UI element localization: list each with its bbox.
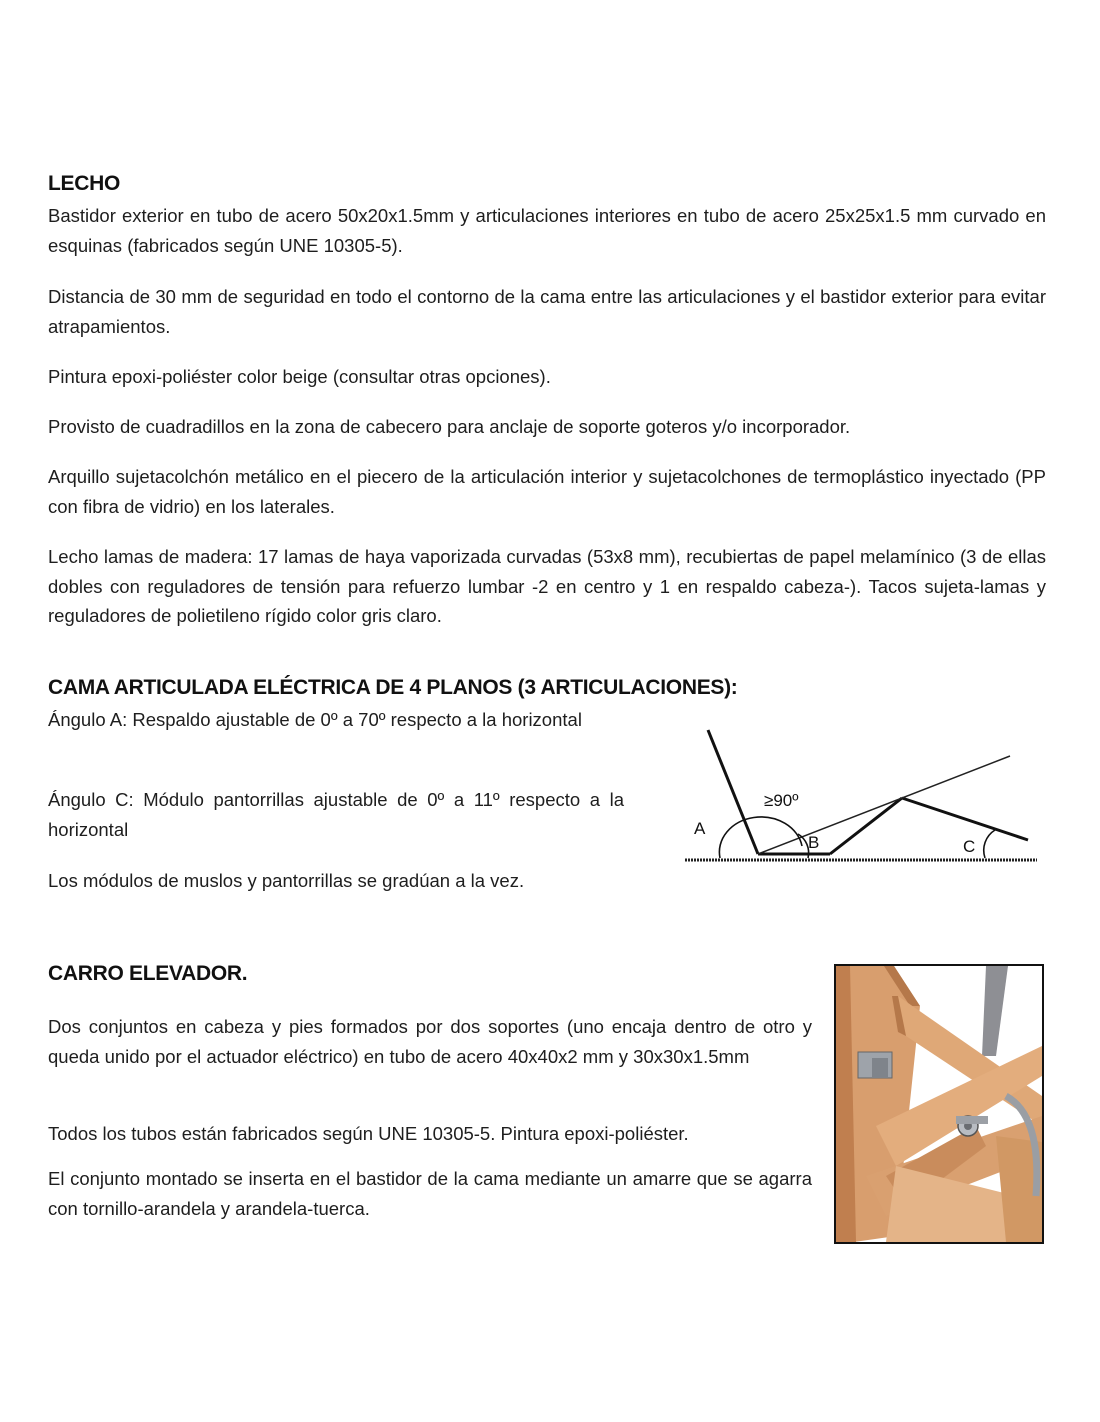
- paragraph-lamas: Lecho lamas de madera: 17 lamas de haya vaporizada curvadas (53x8 mm), recubiertas de papel melamínico (3 de ellas dobles con reguladores de tensión para refuerzo lumbar -2 en centro y 1 en respaldo cabeza-). Tacos sujeta-lamas y reguladores de polietileno rígido color gris claro.: [48, 546, 1046, 626]
- angle-diagram: [680, 720, 1050, 880]
- backrest-line: [708, 730, 758, 854]
- label-a: A: [694, 819, 706, 838]
- section-heading-lecho: LECHO: [48, 172, 121, 195]
- paragraph-conjunto-montado: El conjunto montado se inserta en el bastidor de la cama mediante un amarre que se agarra con tornillo-arandela y arandela-tuerca.: [48, 1168, 812, 1219]
- section-heading-carro: CARRO ELEVADOR.: [48, 962, 248, 985]
- paragraph-angulo-c: Ángulo C: Módulo pantorrillas ajustable de 0º a 11º respecto a la horizontal: [48, 789, 624, 840]
- paragraph-bastidor: Bastidor exterior en tubo de acero 50x20x1.5mm y articulaciones interiores en tubo de acero 25x25x1.5 mm curvado en esquinas (fabricados según UNE 10305-5).: [48, 205, 1046, 256]
- lifting-frame-photo: [834, 964, 1044, 1244]
- label-angle: ≥90º: [764, 791, 799, 810]
- section-heading-cama: CAMA ARTICULADA ELÉCTRICA DE 4 PLANOS (3 ARTICULACIONES):: [48, 676, 738, 699]
- thigh-line: [830, 798, 902, 854]
- angle-a-arc: [719, 817, 802, 858]
- angle-c-arc: [984, 830, 995, 858]
- label-c: C: [963, 837, 976, 856]
- paragraph-distancia: Distancia de 30 mm de seguridad en todo el contorno de la cama entre las articulaciones y el bastidor exterior para evitar atrapamientos.: [48, 286, 1046, 337]
- label-b: B: [808, 833, 820, 852]
- calf-line: [902, 798, 1028, 840]
- lifting-frame-illustration: [836, 966, 1042, 1242]
- paragraph-arquillo: Arquillo sujetacolchón metálico en el piecero de la articulación interior y sujetacolchones de termoplástico inyectado (PP con fibra de vidrio) en los laterales.: [48, 466, 1046, 517]
- paragraph-conjuntos: Dos conjuntos en cabeza y pies formados por dos soportes (uno encaja dentro de otro y queda unido por el actuador eléctrico) en tubo de acero 40x40x2 mm y 30x30x1.5mm: [48, 1016, 812, 1067]
- paragraph-angulo-a: Ángulo A: Respaldo ajustable de 0º a 70º respecto a la horizontal: [48, 709, 582, 730]
- paragraph-modulos: Los módulos de muslos y pantorrillas se gradúan a la vez.: [48, 870, 525, 891]
- paragraph-tubos: Todos los tubos están fabricados según UNE 10305-5. Pintura epoxi-poliéster.: [48, 1123, 689, 1144]
- paragraph-cuadradillos: Provisto de cuadradillos en la zona de cabecero para anclaje de soporte goteros y/o incorporador.: [48, 416, 851, 437]
- paragraph-pintura: Pintura epoxi-poliéster color beige (consultar otras opciones).: [48, 366, 551, 387]
